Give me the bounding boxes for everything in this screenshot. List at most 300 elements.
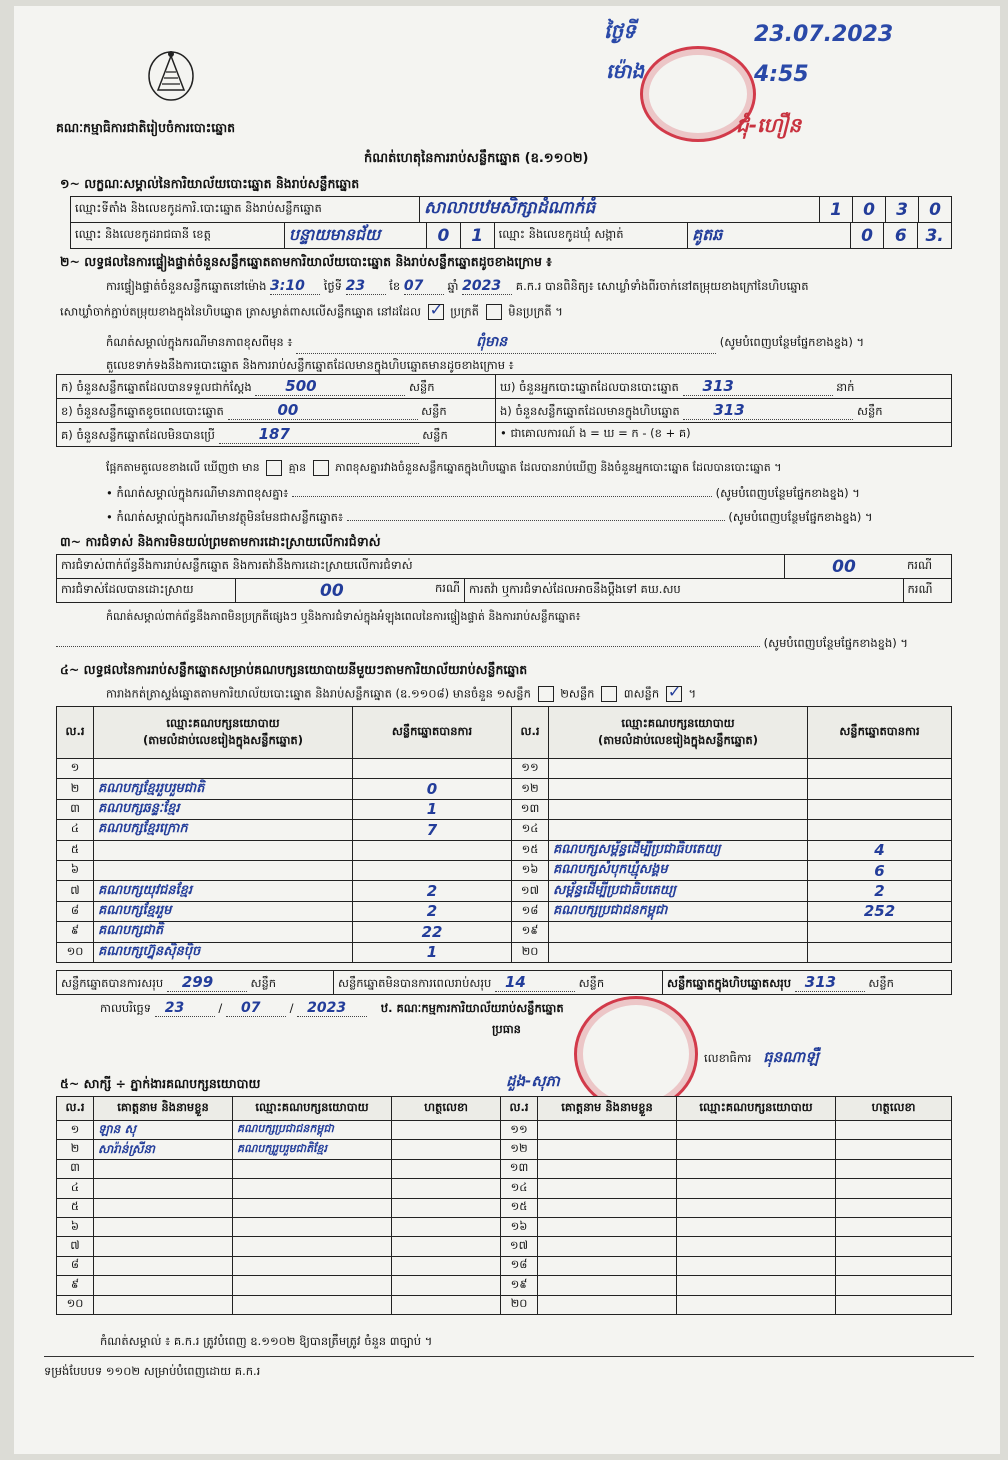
witness-party: គណបក្សប្រជាជនកម្ពុជា (233, 1121, 392, 1140)
results-row (57, 779, 952, 799)
witness-party (233, 1217, 392, 1236)
result-votes (808, 922, 952, 942)
witness-party (677, 1237, 836, 1256)
witness-no: ១៩ (501, 1276, 538, 1295)
witness-row (57, 1295, 952, 1314)
witness-signature (392, 1140, 501, 1159)
obs-no-checkbox[interactable] (313, 460, 329, 476)
form-title: កំណត់ហេតុនៃការរាប់សន្លឹកឆ្នោត (ឧ.១១០២) (364, 151, 589, 166)
section1-table (70, 196, 952, 223)
commune-code-3: 3. (918, 223, 952, 249)
province-label: ឈ្មោះ និងលេខកូដរាជធានី ខេត្ត (71, 223, 285, 249)
result-no: ២ (57, 779, 94, 799)
result-party: គណបក្សប្រជាជនកម្ពុជា (549, 901, 808, 921)
sheet2-label: ២សន្លឹក (560, 686, 595, 701)
result-party: គណបក្សសម្ព័ន្ធដើម្បីប្រជាធិបតេយ្យ (549, 840, 808, 860)
results-col-party-title-left: ឈ្មោះគណបក្សនយោបាយ (166, 715, 280, 730)
witness-row (57, 1276, 952, 1295)
result-no: ៤ (57, 820, 94, 840)
formula-cell: • ជាគោលការណ៍ ង = ឃ = ក - (ខ + គ) (496, 423, 952, 447)
results-table (56, 706, 952, 963)
total-box-unit: សន្លឹក (868, 975, 894, 990)
sheet1-checkbox[interactable] (538, 686, 554, 702)
total-invalid-label: សន្លឹកឆ្នោតមិនបានការពេលរាប់សរុប (338, 975, 492, 990)
witness-party (233, 1256, 392, 1275)
result-votes: 7 (353, 820, 512, 840)
witness-name (538, 1121, 677, 1140)
result-party: គណបក្សខ្មែររួបរួមជាតិ (94, 779, 353, 799)
witness-row (57, 1179, 952, 1198)
objection-r1-unit: ករណី (903, 555, 952, 579)
result-votes (808, 820, 952, 840)
witness-name (94, 1295, 233, 1314)
figure-a-label: ក) ចំនួនសន្លឹកឆ្នោតដែលបានទទួលជាក់ស្តែង (61, 379, 252, 394)
witness-name: សារ៉ាន់ស្រីនា (94, 1140, 233, 1159)
verification-text-a: ការផ្ទៀងផ្ទាត់ចំនួនសន្លឹកឆ្នោតនៅម៉ោង (106, 279, 267, 293)
total-invalid-cell (334, 971, 663, 995)
result-votes (353, 840, 512, 860)
result-party (94, 840, 353, 860)
witness-party (677, 1256, 836, 1275)
witness-party (677, 1121, 836, 1140)
witness-party (233, 1276, 392, 1295)
witness-no: ១២ (501, 1140, 538, 1159)
location-code-3: 3 (886, 197, 919, 223)
result-no: ១០ (57, 942, 94, 962)
witness-name (538, 1217, 677, 1236)
witness-no: ២០ (501, 1295, 538, 1314)
results-row (57, 860, 952, 880)
figures-intro: តួលេខទាក់ទងនឹងការបោះឆ្នោត និងការរាប់សន្លឹកឆ្នោតដែលមានក្នុងហិបឆ្នោតមានដូចខាងក្រោម ៖ (106, 358, 514, 372)
witness-name (538, 1237, 677, 1256)
section5-heading: ៥~ សាក្សី ÷ ភ្នាក់ងារគណបក្សនយោបាយ (60, 1076, 261, 1091)
result-party: គណបក្សហ្វ៊ុនស៊ិនប៉ិច (94, 942, 353, 962)
witness-col-party-right: ឈ្មោះគណបក្សនយោបាយ (677, 1097, 836, 1121)
bullet1-suffix: (សូមបំពេញបន្ថែមផ្នែកខាងខ្នង) ។ (715, 486, 860, 500)
verification-text-e: គ.ក.រ បានពិនិត្យ៖ សោឃ្លាំទាំងពីរចាក់នៅតម្រុយខាងក្រៅនៃហិបឆ្នោត (515, 279, 809, 293)
result-votes (353, 860, 512, 880)
witness-party (233, 1237, 392, 1256)
province-code-1: 0 (427, 223, 461, 249)
figure-a-value: 500 (255, 377, 405, 396)
verification-time: 3:10 (270, 278, 320, 295)
result-no: ១១ (512, 759, 549, 779)
result-party (549, 779, 808, 799)
verification-text-d: ឆ្នាំ (447, 279, 459, 293)
result-no: ១៦ (512, 860, 549, 880)
witness-signature (836, 1276, 952, 1295)
witness-signature (392, 1121, 501, 1140)
witness-signature (392, 1159, 501, 1178)
results-row (57, 759, 952, 779)
difference-note-suffix: (សូមបំពេញបន្ថែមផ្នែកខាងខ្នង) ។ (719, 335, 865, 349)
objection-r2-label2: ការតវ៉ា ឬការជំទាស់ដែលអាចនឹងប្តឹងទៅ គឃ.សប (465, 579, 904, 603)
witness-no: ៥ (57, 1198, 94, 1217)
result-party (549, 942, 808, 962)
result-votes (353, 759, 512, 779)
witness-signature (836, 1237, 952, 1256)
results-row (57, 799, 952, 819)
secretary-label-text: លេខាធិការ (704, 1051, 752, 1065)
witness-col-sign-left: ហត្ថលេខា (392, 1097, 501, 1121)
witness-no: ១៥ (501, 1198, 538, 1217)
result-votes (808, 799, 952, 819)
witness-name (94, 1159, 233, 1178)
difference-note-line (106, 332, 864, 354)
results-row (57, 922, 952, 942)
observation-line (106, 460, 781, 477)
objection-fill-line (56, 646, 760, 647)
witness-no: ៤ (57, 1179, 94, 1198)
witness-party (677, 1179, 836, 1198)
witness-signature (836, 1140, 952, 1159)
stamp-signer: ជុំ-ហឿន (736, 113, 802, 137)
total-box-label: សន្លឹកឆ្នោតក្នុងហិបឆ្នោតសរុប (667, 975, 792, 990)
result-party: គណបក្សជាតិ (94, 922, 353, 942)
bullet2-fill (347, 520, 725, 521)
results-row (57, 840, 952, 860)
result-party (549, 922, 808, 942)
witness-name (94, 1276, 233, 1295)
result-no: ១៧ (512, 881, 549, 901)
bullet1-line (106, 486, 860, 503)
witness-row (57, 1217, 952, 1236)
results-col-votes-right: សន្លឹកឆ្នោតបានការ (808, 707, 952, 759)
province-code-2: 1 (460, 223, 494, 249)
result-party: គណបក្សសំបុកឃ្មុំសង្គម (549, 860, 808, 880)
footer-divider (44, 1356, 974, 1357)
witness-party (677, 1217, 836, 1236)
results-row (57, 820, 952, 840)
bullet1-label: • កំណត់សម្គាល់ក្នុងករណីមានភាពខុសគ្នា៖ (106, 486, 289, 500)
difference-note-value: ពុំមាន (296, 332, 716, 354)
witness-name (538, 1179, 677, 1198)
figure-e-value: 313 (683, 401, 853, 420)
witness-name (94, 1217, 233, 1236)
location-code-4: 0 (919, 197, 952, 223)
signing-date-label: កាលបរិច្ឆេទ (100, 1001, 152, 1015)
total-valid-cell (57, 971, 334, 995)
result-votes: 252 (808, 901, 952, 921)
result-no: ១២ (512, 779, 549, 799)
figure-e-unit: សន្លឹក (857, 403, 883, 418)
objection-r2-value-cell (236, 579, 465, 603)
witness-col-no-right: ល.រ (501, 1097, 538, 1121)
result-votes: 1 (353, 799, 512, 819)
witness-no: ៩ (57, 1276, 94, 1295)
result-votes: 22 (353, 922, 512, 942)
results-row (57, 881, 952, 901)
results-col-no-left: ល.រ (57, 707, 94, 759)
witness-table (56, 1096, 952, 1315)
footer-text: ទម្រង់បែបបទ ១១០២ សម្រាប់បំពេញដោយ គ.ក.រ (44, 1364, 261, 1378)
witness-signature (836, 1121, 952, 1140)
sheet2-checkbox[interactable] (601, 686, 617, 702)
objection-r2-unit: ករណី (435, 580, 460, 595)
witness-name (538, 1140, 677, 1159)
stamp-date: 23.07.2023 (754, 22, 894, 47)
verification-month: 07 (404, 278, 444, 295)
result-party (549, 799, 808, 819)
result-no: ១ (57, 759, 94, 779)
objection-r2-unit2: ករណី (903, 579, 952, 603)
committee-label: ឋ. គណៈកម្មការការិយាល័យរាប់សន្លឹកឆ្នោត (380, 1001, 564, 1015)
witness-col-sign-right: ហត្ថលេខា (836, 1097, 952, 1121)
verification-text-c: ខែ (389, 279, 401, 293)
witness-no: ១១ (501, 1121, 538, 1140)
signing-date-day: 23 (155, 1000, 215, 1017)
objection-table (56, 554, 952, 603)
witness-col-party-left: ឈ្មោះគណបក្សនយោបាយ (233, 1097, 392, 1121)
result-party: គណបក្សខ្មែរក្រោក (94, 820, 353, 840)
commune-label: ឈ្មោះ និងលេខកូដឃុំ សង្កាត់ (494, 223, 687, 249)
location-value: សាលាបឋមសិក្សាដំណាក់ធំ (420, 197, 820, 223)
objection-note: កំណត់សម្គាល់ពាក់ព័ន្ធនឹងភាពមិនប្រក្រតីផ្សេងៗ ឬនិងការជំទាស់ក្នុងអំឡុងពេលនៃការផ្ទៀងផ្ទាត់ និងការរាប់សន្លឹកឆ្នោត៖ (106, 610, 581, 623)
result-no: ៩ (57, 922, 94, 942)
witness-col-name-left: គោត្តនាម និងនាមខ្លួន (94, 1097, 233, 1121)
bullet2-label: • កំណត់សម្គាល់ក្នុងករណីមានវត្ថុមិនមែនជាសន្លឹកឆ្នោត៖ (106, 510, 344, 524)
witness-no: ៣ (57, 1159, 94, 1178)
witness-name (538, 1276, 677, 1295)
result-votes (808, 942, 952, 962)
witness-row (57, 1198, 952, 1217)
figures-table (56, 374, 952, 447)
result-votes: 2 (353, 901, 512, 921)
figure-c-cell (57, 423, 496, 447)
result-party: សម្ព័ន្ធដើម្បីប្រជាធិបតេយ្យ (549, 881, 808, 901)
witness-row (57, 1237, 952, 1256)
obs-no-label: គ្មាន (288, 461, 307, 474)
signing-date-month: 07 (226, 1000, 286, 1017)
result-votes: 0 (353, 779, 512, 799)
result-party (94, 860, 353, 880)
verification-year: 2023 (462, 278, 512, 295)
stamp-time: 4:55 (754, 62, 809, 87)
objection-r2-label: ការជំទាស់ដែលបានដោះស្រាយ (57, 579, 236, 603)
results-row (57, 942, 952, 962)
verification-text-b: ថ្ងៃទី (323, 279, 342, 293)
witness-signature (392, 1198, 501, 1217)
witness-note: កំណត់សម្គាល់ ៖ គ.ក.រ ត្រូវបំពេញ ឧ.១១០២ ឱ្យបានត្រឹមត្រូវ ចំនួន ៣ច្បាប់ ។ (100, 1334, 433, 1348)
result-no: ១៩ (512, 922, 549, 942)
section1-heading: ១~ លក្ខណៈសម្គាល់នៃការិយាល័យបោះឆ្នោត និងរាប់សន្លឹកឆ្នោត (60, 176, 360, 191)
figure-e-cell (496, 399, 952, 423)
signing-date-line: កាលបរិច្ឆេទ 23 / 07 / 2023 ឋ. គណៈកម្មការការិយាល័យរាប់សន្លឹកឆ្នោត (100, 1000, 564, 1016)
results-col-party-sub-left: (តាមលំដាប់លេខរៀងក្នុងសន្លឹកឆ្នោត) (143, 732, 303, 747)
results-col-party-sub-right: (តាមលំដាប់លេខរៀងក្នុងសន្លឹកឆ្នោត) (598, 732, 758, 747)
abnormal-label: មិនប្រក្រតី (508, 304, 552, 319)
commune-code-1: 0 (850, 223, 884, 249)
result-no: ១៤ (512, 820, 549, 840)
witness-row (57, 1256, 952, 1275)
witness-party (677, 1140, 836, 1159)
witness-signature (836, 1295, 952, 1314)
total-valid-unit: សន្លឹក (250, 975, 277, 990)
figure-d-value: 313 (683, 377, 833, 396)
witness-no: ៨ (57, 1256, 94, 1275)
verification-day: 23 (346, 278, 386, 295)
location-label: ឈ្មោះទីតាំង និងលេខកូដការិ.បោះឆ្នោត និងរាប់សន្លឹកឆ្នោត (71, 197, 420, 223)
witness-row (57, 1121, 952, 1140)
figure-a-unit: សន្លឹក (408, 379, 435, 394)
section1-table-row2 (70, 222, 952, 249)
result-no: ១៥ (512, 840, 549, 860)
stamp-date-prefix: ថ្ងៃទី (604, 19, 636, 43)
difference-note-label: កំណត់សម្គាល់ក្នុងករណីមានភាពខុសពីមុន ៖ (106, 335, 293, 349)
bullet2-suffix: (សូមបំពេញបន្ថែមផ្នែកខាងខ្នង) ។ (728, 510, 873, 524)
witness-party (677, 1159, 836, 1178)
witness-signature (836, 1198, 952, 1217)
witness-party (233, 1159, 392, 1178)
results-col-party-right (549, 707, 808, 759)
figure-c-label: គ) ចំនួនសន្លឹកឆ្នោតដែលមិនបានប្រើ (61, 427, 215, 442)
commune-value: គូតឆ (687, 223, 850, 249)
result-votes: 4 (808, 840, 952, 860)
witness-name (538, 1198, 677, 1217)
total-valid-value: 299 (167, 973, 247, 992)
objection-note-fill (56, 636, 908, 653)
section4-heading: ៤~ លទ្ធផលនៃការរាប់សន្លឹកឆ្នោតសម្រាប់គណបក្សនយោបាយនីមួយៗតាមការិយាល័យរាប់សន្លឹកឆ្នោត (60, 662, 528, 677)
bullet2-line (106, 510, 873, 527)
witness-party (233, 1198, 392, 1217)
witness-name (94, 1256, 233, 1275)
witness-signature (392, 1256, 501, 1275)
result-no: ៧ (57, 881, 94, 901)
witness-signature (392, 1217, 501, 1236)
witness-signature (392, 1237, 501, 1256)
witness-no: ១៤ (501, 1179, 538, 1198)
witness-col-name-right: គោត្តនាម និងនាមខ្លួន (538, 1097, 677, 1121)
chair-label: ប្រធាន (492, 1022, 521, 1036)
witness-no: ១៨ (501, 1256, 538, 1275)
result-no: ១៨ (512, 901, 549, 921)
witness-signature (392, 1276, 501, 1295)
result-votes: 2 (353, 881, 512, 901)
witness-row (57, 1159, 952, 1178)
witness-row (57, 1140, 952, 1159)
commune-code-2: 6 (884, 223, 918, 249)
section2-heading: ២~ លទ្ធផលនៃការផ្ទៀងផ្ទាត់ចំនួនសន្លឹកឆ្នោតតាមការិយាល័យបោះឆ្នោត និងរាប់សន្លឹកឆ្នោតដូចខាងក្រោម ៖ (60, 254, 552, 269)
witness-no: ៧ (57, 1237, 94, 1256)
secretary-signature: ធុនណាឡឺ (763, 1048, 819, 1066)
objection-fill-suffix: (សូមបំពេញបន្ថែមផ្នែកខាងខ្នង) ។ (763, 636, 908, 650)
total-invalid-value: 14 (495, 973, 575, 992)
witness-name (538, 1159, 677, 1178)
figure-b-cell (57, 399, 496, 423)
results-col-party-left (94, 707, 353, 759)
sheet3-label: ៣សន្លឹក (623, 686, 660, 701)
witness-no: ១៦ (501, 1217, 538, 1236)
result-party (549, 820, 808, 840)
witness-no: ១០ (57, 1295, 94, 1314)
result-party: គណបក្សយុវជនខ្មែរ (94, 881, 353, 901)
result-votes: 6 (808, 860, 952, 880)
result-no: ៦ (57, 860, 94, 880)
chair-signature: ដួង-សុភា (506, 1072, 560, 1090)
sheet3-checkbox[interactable] (666, 686, 682, 702)
witness-no: ១៧ (501, 1237, 538, 1256)
figure-a-cell (57, 375, 496, 399)
location-code-2: 0 (853, 197, 886, 223)
witness-name: ឡាន សុ (94, 1121, 233, 1140)
witness-no: ១ (57, 1121, 94, 1140)
section3-heading: ៣~ ការជំទាស់ និងការមិនយល់ព្រមតាមការដោះស្រាយលើការជំទាស់ (60, 534, 381, 549)
witness-no: ៦ (57, 1217, 94, 1236)
secretary-label (704, 1048, 819, 1070)
figure-b-label: ខ) ចំនួនសន្លឹកឆ្នោតខូចពេលបោះឆ្នោត (61, 403, 224, 418)
witness-party (233, 1295, 392, 1314)
verification-line-2: សោឃ្លាំចាក់ភ្ជាប់តម្រុយខាងក្នុងនៃហិបឆ្នោត ត្រាសម្ងាត់ពាសលើសន្លឹកឆ្នោត នៅដដែល ✓ ប្រក្រតី មិនប្រក្រតី ។ (60, 304, 563, 322)
result-party: គណបក្សឆន្ទៈខ្មែរ (94, 799, 353, 819)
total-box-value: 313 (795, 973, 865, 992)
verification-line-1 (106, 278, 809, 296)
witness-signature (836, 1217, 952, 1236)
result-no: ៣ (57, 799, 94, 819)
tally-sheet-line: ការាងកត់ត្រាស្ទង់ឆ្នោតតាមការិយាល័យបោះឆ្នោត និងរាប់សន្លឹកឆ្នោត (ឧ.១១០៨) មានចំនួន ១សន្លឹក ២សន្លឹក ៣សន្លឹក ✓ ។ (106, 686, 696, 704)
figure-d-unit: នាក់ (836, 379, 855, 394)
result-no: ៨ (57, 901, 94, 921)
obs-yes-checkbox[interactable] (266, 460, 282, 476)
figure-e-label: ង) ចំនួនសន្លឹកឆ្នោតដែលមានក្នុងហិបឆ្នោត (500, 403, 680, 418)
figure-b-unit: សន្លឹក (421, 403, 447, 418)
witness-party (677, 1295, 836, 1314)
witness-signature (392, 1295, 501, 1314)
witness-signature (836, 1256, 952, 1275)
witness-name (538, 1295, 677, 1314)
witness-no: ១៣ (501, 1159, 538, 1178)
figure-d-label: ឃ) ចំនួនអ្នកបោះឆ្នោតដែលបានបោះឆ្នោត (500, 379, 679, 394)
figure-d-cell (496, 375, 952, 399)
total-invalid-unit: សន្លឹក (578, 975, 605, 990)
authority-name: គណៈកម្មាធិការជាតិរៀបចំការបោះឆ្នោត (56, 120, 236, 135)
observation-text: ផ្អែកតាមតួលេខខាងលើ ឃើញថា មាន (106, 461, 260, 474)
witness-party: គណបក្សរួបរួមជាតិខ្មែរ (233, 1140, 392, 1159)
result-no: ២០ (512, 942, 549, 962)
witness-col-no-left: ល.រ (57, 1097, 94, 1121)
stamp-time-prefix: ម៉ោង (606, 59, 645, 83)
result-party (549, 759, 808, 779)
result-votes (808, 779, 952, 799)
objection-r2-value: 00 (320, 580, 344, 601)
signing-date-year: 2023 (297, 1000, 367, 1017)
form-page (14, 6, 1000, 1454)
witness-party (233, 1179, 392, 1198)
figure-c-unit: សន្លឹក (422, 427, 448, 442)
observation-rest: ភាពខុសគ្នារវាងចំនួនសន្លឹកឆ្នោតក្នុងហិបឆ្នោត ដែលបានរាប់ឃើញ និងចំនួនអ្នកបោះឆ្នោត ដែលបានបោះឆ្នោត ។ (335, 461, 782, 474)
result-party: គណបក្សខ្មែររួម (94, 901, 353, 921)
result-no: ១៣ (512, 799, 549, 819)
results-col-votes-left: សន្លឹកឆ្នោតបានការ (353, 707, 512, 759)
normal-label: ប្រក្រតី (450, 304, 479, 319)
witness-name (94, 1198, 233, 1217)
objection-r1-value: 00 (785, 555, 904, 579)
abnormal-checkbox[interactable] (486, 304, 502, 320)
figure-b-value: 00 (228, 401, 418, 420)
normal-checkbox[interactable] (428, 304, 444, 320)
objection-r1-label: ការជំទាស់ពាក់ព័ន្ធនឹងការរាប់សន្លឹកឆ្នោត និងការតវ៉ានឹងការដោះស្រាយលើការជំទាស់ (57, 555, 785, 579)
results-col-no-right: ល.រ (512, 707, 549, 759)
results-col-party-title-right: ឈ្មោះគណបក្សនយោបាយ (621, 715, 735, 730)
results-row (57, 901, 952, 921)
witness-party (677, 1276, 836, 1295)
witness-signature (836, 1159, 952, 1178)
witness-signature (836, 1179, 952, 1198)
verification-text-f: សោឃ្លាំចាក់ភ្ជាប់តម្រុយខាងក្នុងនៃហិបឆ្នោត ត្រាសម្ងាត់ពាសលើសន្លឹកឆ្នោត នៅដដែល (60, 304, 421, 319)
witness-signature (392, 1179, 501, 1198)
location-code-1: 1 (820, 197, 853, 223)
witness-party (677, 1198, 836, 1217)
witness-name (538, 1256, 677, 1275)
